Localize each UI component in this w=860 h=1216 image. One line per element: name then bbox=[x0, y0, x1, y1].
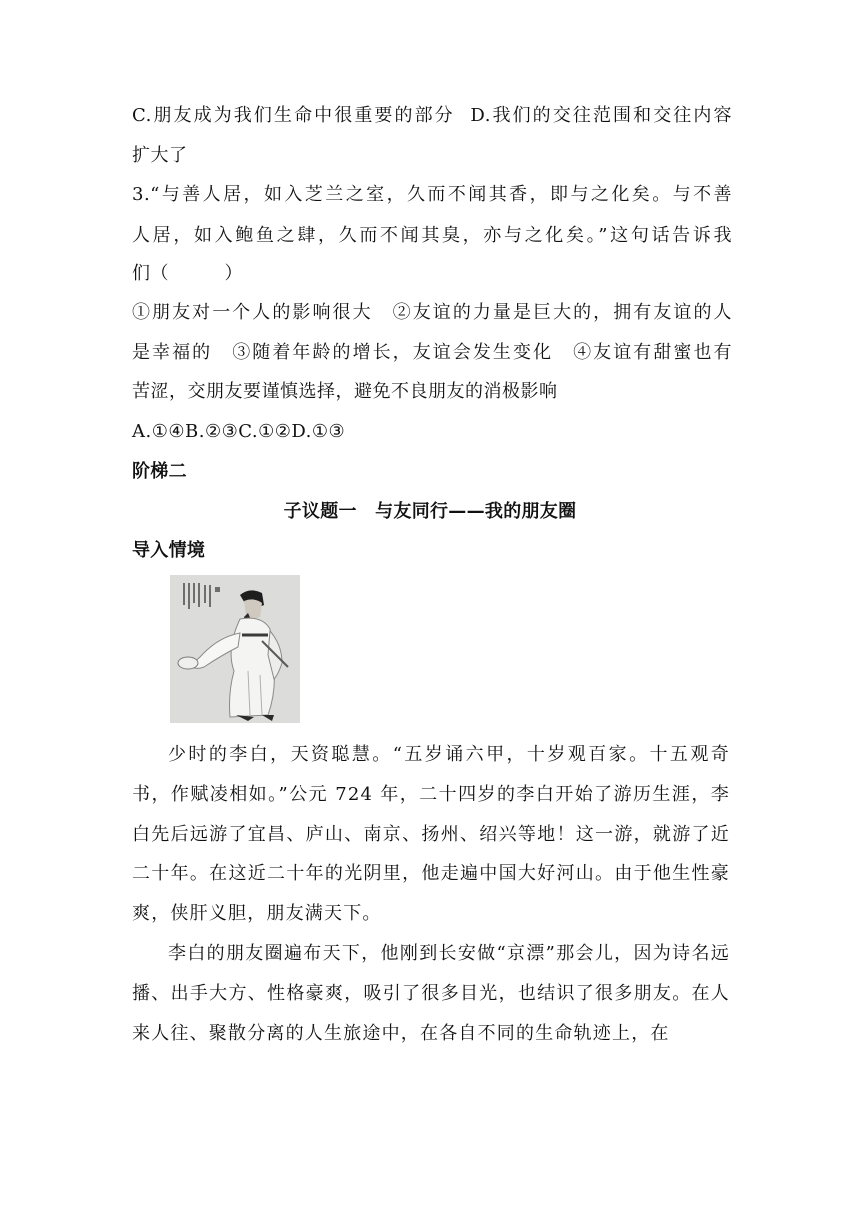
passage-paragraph-1: 少时的李白，天资聪慧。“五岁诵六甲，十岁观百家。十五观奇书，作赋凌相如。”公元 724 年，二十四岁的李白开始了游历生涯，李白先后远游了宜昌、庐山、南京、扬州、绍兴等地！这一游，就游了近二十年。在这近二十年的光阴里，他走遍中国大好河山。由于他生性豪爽，侠肝义胆，朋友满天下。 bbox=[132, 744, 730, 925]
question3-statements-line3: 苦涩，交朋友要谨慎选择，避免不良朋友的消极影响 bbox=[132, 381, 558, 402]
question3-stem-line1: 3.“与善人居，如入芝兰之室，久而不闻其香，即与之化矣。与不善 bbox=[132, 184, 732, 205]
option-d-line1: D.我们的交往范围和交往内容 bbox=[470, 105, 732, 126]
intro-heading: 导入情境 bbox=[132, 540, 206, 561]
option-d-line2: 扩大了 bbox=[132, 145, 188, 166]
passage bbox=[132, 735, 730, 1053]
question3-stem-line3: 们（ ） bbox=[132, 263, 243, 284]
question3-statements-line2: 是幸福的 ③随着年龄的增长，友谊会发生变化 ④友谊有甜蜜也有 bbox=[132, 342, 732, 363]
level-heading: 阶梯二 bbox=[132, 461, 187, 482]
question2-options-cd bbox=[132, 104, 732, 128]
passage-paragraph-2: 李白的朋友圈遍布天下，他刚到长安做“京漂”那会儿，因为诗名远播、出手大方、性格豪爽，吸引了很多目光，也结识了很多朋友。在人来人往、聚散分离的人生旅途中，在各自不同的生命轨迹上，在 bbox=[132, 942, 730, 1044]
sub-topic-title: 子议题一 与友同行——我的朋友圈 bbox=[283, 501, 577, 522]
li-bai-portrait-image bbox=[170, 575, 300, 723]
question3-stem-line2: 人居，如入鲍鱼之肆，久而不闻其臭，亦与之化矣。”这句话告诉我 bbox=[132, 225, 732, 246]
option-c: C.朋友成为我们生命中很重要的部分 bbox=[132, 105, 455, 126]
portrait-drawing bbox=[170, 575, 300, 723]
question3-statements-line1: ①朋友对一个人的影响很大 ②友谊的力量是巨大的，拥有友谊的人 bbox=[132, 302, 732, 323]
question3-answer-options: A.①④B.②③C.①②D.①③ bbox=[132, 421, 346, 442]
